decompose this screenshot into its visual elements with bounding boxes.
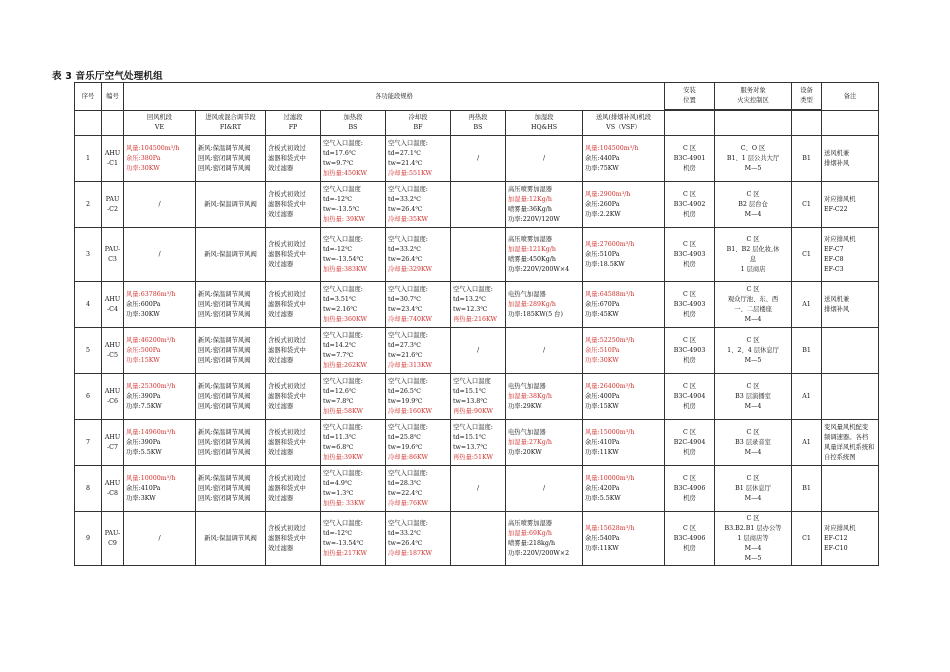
row-seq: 4	[75, 282, 102, 328]
table-row	[75, 328, 879, 374]
row-install-location: C 区 B3C-4906 机房	[665, 466, 715, 512]
row-reheat	[451, 228, 506, 282]
row-seq: 1	[75, 136, 102, 182]
row-return-fan: /	[124, 512, 196, 566]
row-seq: 8	[75, 466, 102, 512]
row-service-zone: C 区 B3.B2.B1 层办公等 1 层商店等 M—4 M—5	[715, 512, 792, 566]
row-intake-damper: 新风:保温调节风阀	[196, 228, 266, 282]
row-seq: 3	[75, 228, 102, 282]
row-remark: 送风机兼 排烟补风	[822, 282, 879, 328]
row-intake-damper: 新风:保温调节风阀	[196, 182, 266, 228]
row-install-location: C 区 B3C-4901 机房	[665, 136, 715, 182]
row-filter: 含板式初效过 滤器和袋式中 效过滤器	[266, 466, 321, 512]
row-service-zone: C 区 观众厅池、东、西 一、二层楼座 M—4	[715, 282, 792, 328]
row-reheat	[451, 512, 506, 566]
row-cooling: 空气入口温度: td=27.3℃ tw=21.6℃ 冷却量:313KW	[386, 328, 451, 374]
row-humidifier: 高压喷雾加湿器 加湿量:69Kg/h 喷雾量:218kg/h 功率:220V/200W×2	[506, 512, 583, 566]
row-install-location: C 区 B3C-4904 机房	[665, 374, 715, 420]
row-code: AHU -C4	[102, 282, 124, 328]
row-intake-damper: 新风:保温调节风阀 回风:密闭调节风阀 回风:密闭调节风阀	[196, 420, 266, 466]
row-intake-damper: 新风:保温调节风阀	[196, 512, 266, 566]
row-code: AHU -C8	[102, 466, 124, 512]
row-reheat: 空气入口温度: td=13.2℃ tw=12.3℃ 再热量:216KW	[451, 282, 506, 328]
row-reheat: /	[451, 466, 506, 512]
table-row	[75, 374, 879, 420]
subheader-fp: 过滤段 FP	[266, 111, 321, 136]
row-heating: 空气入口温度: td=3.51℃ tw=2.16℃ 加热量:360KW	[321, 282, 386, 328]
row-remark: 对应排风机 EF-C7 EF-C8 EF-C3	[822, 228, 879, 282]
row-install-location: C 区 B3C-4902 机房	[665, 182, 715, 228]
row-reheat: 空气入口温度: td=15.1℃ tw=13.7℃ 再热量:51KW	[451, 420, 506, 466]
table-row	[75, 420, 879, 466]
row-heating: 空气入口温度: td=14.2℃ tw=7.7℃ 加热量:262KW	[321, 328, 386, 374]
row-heating: 空气入口温度: td=17.6℃ tw=9.7℃ 加热量:450KW	[321, 136, 386, 182]
row-equip-type: B1	[792, 466, 822, 512]
header-service: 服务对象 火灾控制区	[715, 83, 792, 110]
row-equip-type: C1	[792, 182, 822, 228]
header-sections: 各功能段规格	[124, 83, 665, 111]
row-intake-damper: 新风:保温调节风阀 回风:密闭调节风阀 回风:密闭调节风阀	[196, 282, 266, 328]
table-row	[75, 282, 879, 328]
row-supply-fan: 风量:104500m³/h 余压:440Pa 功率:75KW	[583, 136, 665, 182]
table-row	[75, 182, 879, 228]
row-reheat: /	[451, 328, 506, 374]
header-equip: 设备 类型	[792, 83, 822, 110]
row-return-fan: /	[124, 182, 196, 228]
row-code: PAU- C9	[102, 512, 124, 566]
row-filter: 含板式初效过 滤器和袋式中 效过滤器	[266, 282, 321, 328]
row-humidifier: /	[506, 136, 583, 182]
row-remark: 送风机兼 排烟补风	[822, 136, 879, 182]
row-service-zone: C 区 B2 层台仓 M—4	[715, 182, 792, 228]
row-install-location: C 区 B3C-4903 机房	[665, 228, 715, 282]
row-remark	[822, 328, 879, 374]
subheader-vs: 送风(排烟补风)机段 VS（VSF）	[583, 111, 665, 136]
row-reheat	[451, 182, 506, 228]
row-cooling: 空气入口温度: td=27.1℃ tw=21.4℃ 冷却量:551KW	[386, 136, 451, 182]
subheader-ve: 回风机段 VE	[124, 111, 196, 136]
row-reheat: /	[451, 136, 506, 182]
header-install: 安装 位置	[665, 83, 715, 110]
row-remark: 变风量风机配变 频调速器。各档 风量详风机系统和 自控系统图	[822, 420, 879, 466]
row-service-zone: C 区 B1、B2 层化妆,休 息 1 层商店	[715, 228, 792, 282]
row-return-fan: 风量:10000m³/h 余压:410Pa 功率:3KW	[124, 466, 196, 512]
row-humidifier: 电热气加湿器 加湿量:27Kg/h 功率:20KW	[506, 420, 583, 466]
row-filter: 含板式初效过 滤器和袋式中 效过滤器	[266, 136, 321, 182]
row-supply-fan: 风量:2900m³/h 余压:260Pa 功率:2.2KW	[583, 182, 665, 228]
row-supply-fan: 风量:27600m³/h 余压:510Pa 功率:18.5KW	[583, 228, 665, 282]
row-return-fan: 风量:104500m³/h 余压:380Pa 功率:30KW	[124, 136, 196, 182]
row-heating: 空气入口温度: td=-12℃ tw=-13.54℃ 加热量:383KW	[321, 228, 386, 282]
header-row-2	[75, 111, 879, 136]
subheader-bf: 冷却段 BF	[386, 111, 451, 136]
row-cooling: 空气入口温度: td=33.2℃ tw=26.4℃ 冷却量:35KW	[386, 182, 451, 228]
row-heating: 空气入口温度: td=-12℃ tw=-13.54℃ 加热量:217KW	[321, 512, 386, 566]
row-return-fan: /	[124, 228, 196, 282]
row-code: AHU -C5	[102, 328, 124, 374]
row-remark: 对应排风机 EF-C12 EF-C10	[822, 512, 879, 566]
row-return-fan: 风量:63786m³/h 余压:600Pa 功率:30KW	[124, 282, 196, 328]
row-seq: 9	[75, 512, 102, 566]
row-equip-type: A1	[792, 374, 822, 420]
row-filter: 含板式初效过 滤器和袋式中 效过滤器	[266, 182, 321, 228]
row-cooling: 空气入口温度: td=30.7℃ tw=23.4℃ 冷却量:740KW	[386, 282, 451, 328]
row-cooling: 空气入口温度: td=33.2℃ tw=26.4℃ 冷却量:187KW	[386, 512, 451, 566]
row-install-location: C 区 B3C-4903 机房	[665, 328, 715, 374]
row-heating: 空气入口温度 td=-12℃ tw=-13.5℃ 加热量: 39KW	[321, 182, 386, 228]
row-service-zone: C 区 B3 层演播室 M—4	[715, 374, 792, 420]
row-supply-fan: 风量:52250m³/h 余压:510Pa 功率:30KW	[583, 328, 665, 374]
table-row	[75, 512, 879, 566]
row-install-location: C 区 B3C-4903 机房	[665, 282, 715, 328]
row-service-zone: C 区 B3 层录音室 M—4	[715, 420, 792, 466]
row-return-fan: 风量:14960m³/h 余压:390Pa 功率:5.5KW	[124, 420, 196, 466]
row-service-zone: C 区 1、2、4 层休息厅 M—5	[715, 328, 792, 374]
subheader-rh: 再热段 BS	[451, 111, 506, 136]
row-intake-damper: 新风:保温调节风阀 回风:密闭调节风阀 回风:密闭调节风阀	[196, 328, 266, 374]
row-intake-damper: 新风:保温调节风阀 回风:密闭调节风阀 回风:密闭调节风阀	[196, 466, 266, 512]
row-intake-damper: 新风:保温调节风阀 回风:密闭调节风阀 回风:密闭调节风阀	[196, 374, 266, 420]
row-reheat: 空气入口温度 td=15.1℃ tw=13.8℃ 再热量:90KW	[451, 374, 506, 420]
row-equip-type: A1	[792, 282, 822, 328]
table-row	[75, 136, 879, 182]
row-return-fan: 风量:46200m³/h 余压:500Pa 功率:15KW	[124, 328, 196, 374]
row-install-location: C 区 B3C-4906 机房	[665, 512, 715, 566]
subheader-hq: 加湿段 HQ&HS	[506, 111, 583, 136]
table-row	[75, 228, 879, 282]
row-return-fan: 风量:25300m³/h 余压:390Pa 功率:7.5KW	[124, 374, 196, 420]
row-code: AHU -C1	[102, 136, 124, 182]
header-row-1	[75, 83, 879, 110]
row-filter: 含板式初效过 滤器和袋式中 效过滤器	[266, 228, 321, 282]
row-equip-type: B1	[792, 136, 822, 182]
row-supply-fan: 风量:64588m³/h 余压:670Pa 功率:45KW	[583, 282, 665, 328]
table-title: 表 3 音乐厅空气处理机组	[52, 71, 163, 82]
row-seq: 5	[75, 328, 102, 374]
row-code: PAU -C2	[102, 182, 124, 228]
row-supply-fan: 风量:10000m³/h 余压:420Pa 功率:5.5KW	[583, 466, 665, 512]
table-row	[75, 466, 879, 512]
row-humidifier: 高压喷雾加湿器 加湿量:121Kg/h 喷雾量:450Kg/h 功率:220V/200W×4	[506, 228, 583, 282]
subheader-bs: 加热段 BS	[321, 111, 386, 136]
row-equip-type: B1	[792, 328, 822, 374]
row-humidifier: /	[506, 466, 583, 512]
row-service-zone: C、O 区 B1、1 层公共大厅 M—5	[715, 136, 792, 182]
row-code: AHU -C7	[102, 420, 124, 466]
row-seq: 7	[75, 420, 102, 466]
row-cooling: 空气入口温度: td=25.8℃ tw=19.6℃ 冷却量:86KW	[386, 420, 451, 466]
row-filter: 含板式初效过 滤器和袋式中 效过滤器	[266, 512, 321, 566]
row-install-location: C 区 B2C-4904 机房	[665, 420, 715, 466]
row-cooling: 空气入口温度: td=26.5℃ tw=19.9℃ 冷却量:160KW	[386, 374, 451, 420]
header-seq: 序号	[75, 83, 102, 111]
row-remark: 对应排风机 EF-C22	[822, 182, 879, 228]
row-heating: 空气入口温度: td=4.9℃ tw=1.3℃ 加热量: 33KW	[321, 466, 386, 512]
row-filter: 含板式初效过 滤器和袋式中 效过滤器	[266, 328, 321, 374]
row-cooling: 空气入口温度: td=28.3℃ tw=22.4℃ 冷却量:76KW	[386, 466, 451, 512]
row-equip-type: A1	[792, 420, 822, 466]
row-supply-fan: 风量:26400m³/h 余压:400Pa 功率:15KW	[583, 374, 665, 420]
row-remark	[822, 374, 879, 420]
row-intake-damper: 新风:保温调节风阀 回风:密闭调节风阀 回风:密闭调节风阀	[196, 136, 266, 182]
row-equip-type: C1	[792, 512, 822, 566]
row-cooling: 空气入口温度: td=33.2℃ tw=26.4℃ 冷却量:329KW	[386, 228, 451, 282]
row-humidifier: 高压喷雾加湿器 加湿量:12Kg/h 喷雾量:36Kg/h 功率:220V/120W	[506, 182, 583, 228]
header-remark: 备注	[822, 83, 879, 111]
row-humidifier: 电热气加湿器 加湿量:289Kg/h 功率:185KW(5 台)	[506, 282, 583, 328]
header-code: 编号	[102, 83, 124, 111]
row-humidifier: /	[506, 328, 583, 374]
row-seq: 6	[75, 374, 102, 420]
row-service-zone: C 区 B1 层休息厅 M—4	[715, 466, 792, 512]
row-seq: 2	[75, 182, 102, 228]
row-heating: 空气入口温度: td=11.3℃ tw=6.8℃ 加热量:39KW	[321, 420, 386, 466]
subheader-fi: 进风或混合调节段 FI&RT	[196, 111, 266, 136]
row-equip-type: C1	[792, 228, 822, 282]
row-humidifier: 电热气加湿器 加湿量:38Kg/h 功率:29KW	[506, 374, 583, 420]
row-heating: 空气入口温度: td=12.6℃ tw=7.8℃ 加热量:58KW	[321, 374, 386, 420]
ahu-table	[74, 82, 879, 566]
row-filter: 含板式初效过 滤器和袋式中 效过滤器	[266, 420, 321, 466]
row-supply-fan: 风量:15000m³/h 余压:410Pa 功率:11KW	[583, 420, 665, 466]
row-filter: 含板式初效过 滤器和袋式中 效过滤器	[266, 374, 321, 420]
row-remark	[822, 466, 879, 512]
row-supply-fan: 风量:15628m³/h 余压:540Pa 功率:11KW	[583, 512, 665, 566]
row-code: AHU -C6	[102, 374, 124, 420]
row-code: PAU- C3	[102, 228, 124, 282]
